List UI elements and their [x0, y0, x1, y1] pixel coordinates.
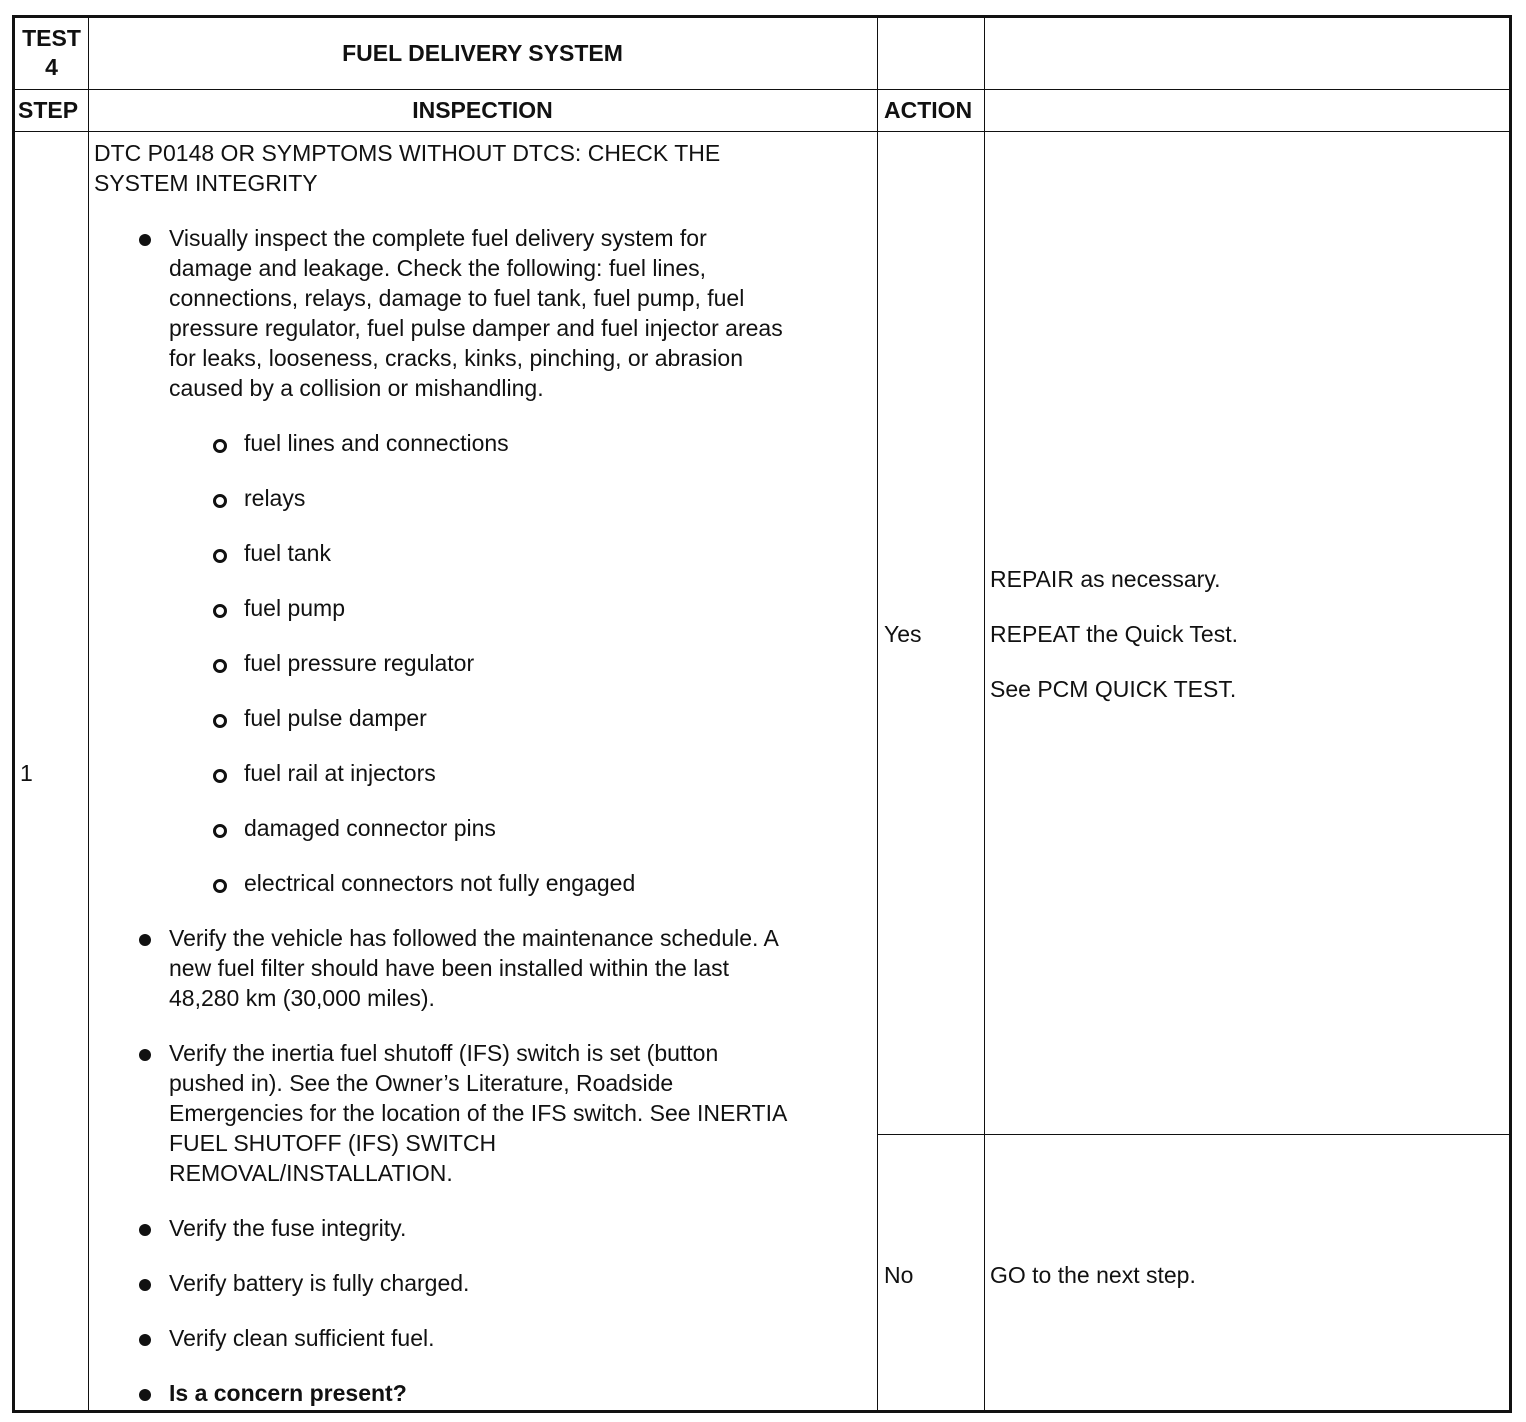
sub-bullet-icon — [213, 604, 227, 618]
col-step-header: STEP — [18, 97, 79, 123]
bullet-text: Verify clean sufficient fuel. — [169, 1325, 435, 1351]
sub-item: fuel pulse damper — [244, 705, 427, 731]
bullet-icon — [139, 934, 151, 946]
bullet-text: new fuel filter should have been installed within the last — [169, 955, 730, 981]
column-divider — [88, 18, 89, 1410]
bullet-icon — [139, 1279, 151, 1291]
action-line: GO to the next step. — [990, 1262, 1196, 1288]
bullet-text: for leaks, looseness, cracks, kinks, pinching, or abrasion — [169, 345, 743, 371]
column-divider — [984, 18, 985, 1410]
sub-bullet-icon — [213, 549, 227, 563]
sub-item: fuel tank — [244, 540, 331, 566]
col-inspection-header: INSPECTION — [412, 97, 553, 123]
diagnostic-table — [12, 15, 1512, 1413]
bullet-text: FUEL SHUTOFF (IFS) SWITCH — [169, 1130, 497, 1156]
sub-item: fuel lines and connections — [244, 430, 509, 456]
bullet-text: Verify the fuse integrity. — [169, 1215, 407, 1241]
step-heading: SYSTEM INTEGRITY — [94, 170, 318, 196]
column-divider — [877, 18, 878, 1410]
bullet-text: damage and leakage. Check the following: fuel lines, — [169, 255, 707, 281]
bullet-text: Emergencies for the location of the IFS switch. See INERTIA — [169, 1100, 788, 1126]
answer-yes: Yes — [884, 621, 922, 647]
sub-bullet-icon — [213, 439, 227, 453]
sub-bullet-icon — [213, 879, 227, 893]
sub-item: fuel pump — [244, 595, 346, 621]
bullet-text: Visually inspect the complete fuel delivery system for — [169, 225, 707, 251]
action-line: See PCM QUICK TEST. — [990, 676, 1237, 702]
bullet-text: Verify the vehicle has followed the maintenance schedule. A — [169, 925, 779, 951]
sub-bullet-icon — [213, 714, 227, 728]
sub-item: fuel rail at injectors — [244, 760, 436, 786]
yes-no-divider — [877, 1134, 1509, 1135]
bullet-icon — [139, 234, 151, 246]
bullet-text: Verify battery is fully charged. — [169, 1270, 470, 1296]
bullet-icon — [139, 1334, 151, 1346]
bullet-text: pressure regulator, fuel pulse damper and fuel injector areas — [169, 315, 783, 341]
bullet-icon — [139, 1389, 151, 1401]
answer-no: No — [884, 1262, 914, 1288]
bullet-icon — [139, 1049, 151, 1061]
bullet-icon — [139, 1224, 151, 1236]
page-title: FUEL DELIVERY SYSTEM — [342, 40, 623, 66]
step-heading: DTC P0148 OR SYMPTOMS WITHOUT DTCS: CHECK THE — [94, 140, 721, 166]
bullet-text: caused by a collision or mishandling. — [169, 375, 544, 401]
row-divider — [15, 131, 1509, 132]
concern-question: Is a concern present? — [169, 1380, 407, 1406]
bullet-text: 48,280 km (30,000 miles). — [169, 985, 435, 1011]
test-label: TEST — [22, 25, 81, 51]
col-action-header: ACTION — [884, 97, 973, 123]
action-line: REPEAT the Quick Test. — [990, 621, 1238, 647]
sub-bullet-icon — [213, 494, 227, 508]
row-divider — [15, 89, 1509, 90]
action-line: REPAIR as necessary. — [990, 566, 1221, 592]
sub-bullet-icon — [213, 769, 227, 783]
bullet-text: Verify the inertia fuel shutoff (IFS) switch is set (button — [169, 1040, 719, 1066]
bullet-text: REMOVAL/INSTALLATION. — [169, 1160, 453, 1186]
sub-item: damaged connector pins — [244, 815, 496, 841]
step-number: 1 — [20, 760, 33, 786]
sub-item: electrical connectors not fully engaged — [244, 870, 636, 896]
sub-bullet-icon — [213, 824, 227, 838]
sub-bullet-icon — [213, 659, 227, 673]
test-number: 4 — [45, 54, 58, 80]
bullet-text: connections, relays, damage to fuel tank, fuel pump, fuel — [169, 285, 745, 311]
sub-item: fuel pressure regulator — [244, 650, 475, 676]
bullet-text: pushed in). See the Owner’s Literature, Roadside — [169, 1070, 674, 1096]
sub-item: relays — [244, 485, 306, 511]
